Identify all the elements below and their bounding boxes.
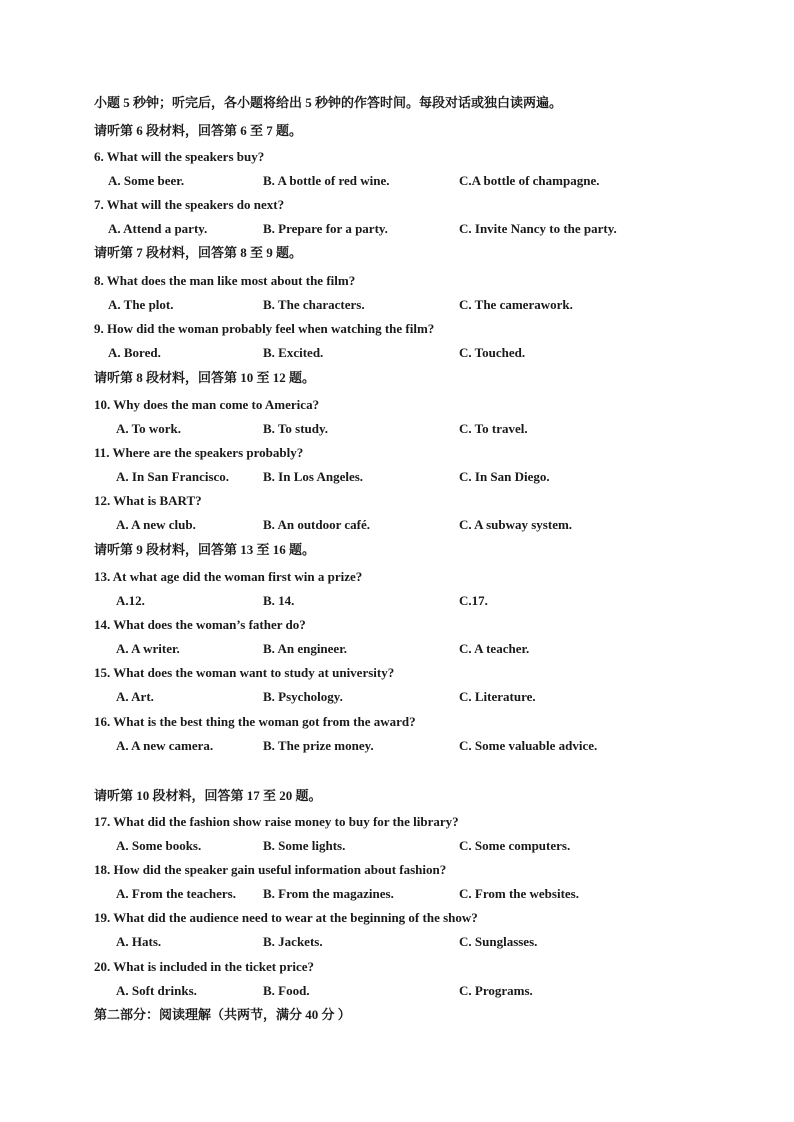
question-15: 15. What does the woman want to study at university? [94, 665, 395, 680]
option-a: A. Attend a party. [108, 221, 208, 236]
option-c: C. Invite Nancy to the party. [459, 221, 617, 236]
options-20 [0, 983, 794, 999]
option-c: C. The camerawork. [459, 297, 573, 312]
options-10 [0, 421, 794, 437]
option-c: C. Sunglasses. [459, 934, 538, 949]
options-16 [0, 738, 794, 754]
option-c: C.17. [459, 593, 488, 608]
question-18: 18. How did the speaker gain useful information about fashion? [94, 862, 447, 877]
options-15 [0, 689, 794, 705]
options-7 [0, 221, 794, 237]
option-c: C.A bottle of champagne. [459, 173, 600, 188]
section-header: 请听第 9 段材料，回答第 13 至 16 题。 [94, 542, 316, 557]
option-b: B. A bottle of red wine. [263, 173, 390, 188]
option-c: C. Some computers. [459, 838, 571, 853]
options-9 [0, 345, 794, 361]
option-a: A. Hats. [116, 934, 162, 949]
option-a: A. Bored. [108, 345, 161, 360]
section-header: 请听第 7 段材料，回答第 8 至 9 题。 [94, 245, 303, 260]
option-a: A. Art. [116, 689, 154, 704]
option-a: A. Some books. [116, 838, 202, 853]
question-12: 12. What is BART? [94, 493, 202, 508]
option-b: B. The prize money. [263, 738, 374, 753]
instructions-text: 小题 5 秒钟；听完后，各小题将给出 5 秒钟的作答时间。每段对话或独白读两遍。 [94, 95, 563, 110]
options-8 [0, 297, 794, 313]
option-c: C. In San Diego. [459, 469, 550, 484]
option-a: A. Soft drinks. [116, 983, 197, 998]
question-10: 10. Why does the man come to America? [94, 397, 320, 412]
option-c: C. To travel. [459, 421, 528, 436]
option-a: A. A writer. [116, 641, 180, 656]
option-a: A.12. [116, 593, 145, 608]
options-11 [0, 469, 794, 485]
option-b: B. Prepare for a party. [263, 221, 388, 236]
section-header: 请听第 10 段材料，回答第 17 至 20 题。 [94, 788, 322, 803]
option-a: A. A new camera. [116, 738, 214, 753]
option-b: B. An engineer. [263, 641, 348, 656]
options-14 [0, 641, 794, 657]
option-c: C. Literature. [459, 689, 536, 704]
option-b: B. The characters. [263, 297, 365, 312]
question-7: 7. What will the speakers do next? [94, 197, 285, 212]
options-17 [0, 838, 794, 854]
option-b: B. An outdoor café. [263, 517, 371, 532]
question-9: 9. How did the woman probably feel when watching the film? [94, 321, 435, 336]
part-two-heading: 第二部分：阅读理解（共两节，满分 40 分 ） [94, 1007, 351, 1022]
option-a: A. A new club. [116, 517, 196, 532]
question-8: 8. What does the man like most about the film? [94, 273, 356, 288]
section-header: 请听第 8 段材料，回答第 10 至 12 题。 [94, 370, 316, 385]
option-c: C. Touched. [459, 345, 526, 360]
option-a: A. From the teachers. [116, 886, 236, 901]
option-b: B. From the magazines. [263, 886, 394, 901]
option-b: B. Food. [263, 983, 310, 998]
option-b: B. Jackets. [263, 934, 323, 949]
option-b: B. Excited. [263, 345, 324, 360]
options-6 [0, 173, 794, 189]
question-19: 19. What did the audience need to wear at the beginning of the show? [94, 910, 478, 925]
question-14: 14. What does the woman’s father do? [94, 617, 306, 632]
option-b: B. Some lights. [263, 838, 346, 853]
option-c: C. A teacher. [459, 641, 530, 656]
option-a: A. In San Francisco. [116, 469, 230, 484]
question-17: 17. What did the fashion show raise money to buy for the library? [94, 814, 459, 829]
option-c: C. Programs. [459, 983, 533, 998]
option-b: B. 14. [263, 593, 295, 608]
question-6: 6. What will the speakers buy? [94, 149, 265, 164]
options-13 [0, 593, 794, 609]
option-a: A. The plot. [108, 297, 174, 312]
question-20: 20. What is included in the ticket price? [94, 959, 315, 974]
option-a: A. To work. [116, 421, 182, 436]
question-13: 13. At what age did the woman first win a prize? [94, 569, 363, 584]
options-12 [0, 517, 794, 533]
option-c: C. Some valuable advice. [459, 738, 598, 753]
section-header: 请听第 6 段材料，回答第 6 至 7 题。 [94, 123, 303, 138]
option-b: B. In Los Angeles. [263, 469, 364, 484]
option-c: C. From the websites. [459, 886, 579, 901]
option-a: A. Some beer. [108, 173, 185, 188]
options-19 [0, 934, 794, 950]
option-b: B. Psychology. [263, 689, 343, 704]
option-b: B. To study. [263, 421, 329, 436]
options-18 [0, 886, 794, 902]
question-16: 16. What is the best thing the woman got from the award? [94, 714, 416, 729]
option-c: C. A subway system. [459, 517, 573, 532]
question-11: 11. Where are the speakers probably? [94, 445, 304, 460]
